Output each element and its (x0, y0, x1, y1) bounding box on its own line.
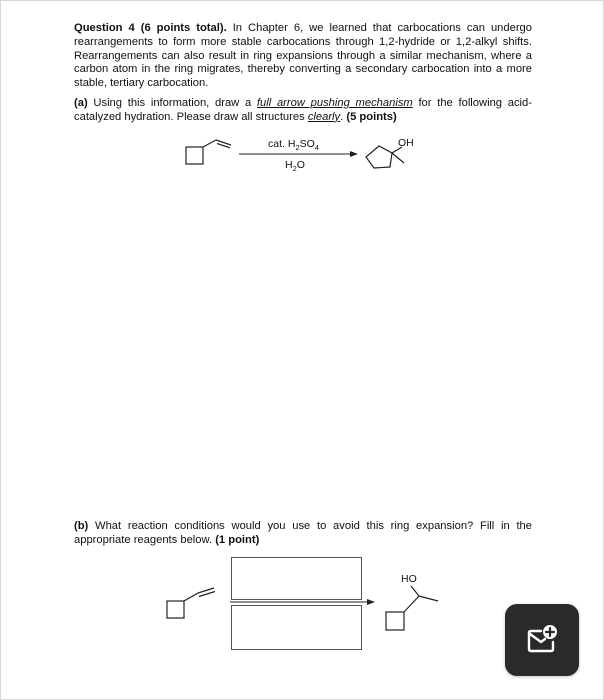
full-arrow-mechanism-emphasis: full arrow pushing mechanism (256, 97, 413, 109)
cyclopentane-ring-a (366, 146, 392, 168)
add-to-envelope-icon (525, 622, 559, 656)
vinyl-bond-b (184, 593, 198, 601)
vinylcyclobutane-reactant-b (167, 588, 215, 618)
part-b-points: (1 point) (215, 533, 260, 546)
methyl-bond-a (392, 153, 404, 163)
reagent-top-text-1: cat. H (268, 138, 296, 150)
reagent-top-sub-2: 4 (314, 143, 319, 153)
clearly-emphasis: clearly (307, 110, 341, 123)
reagent-bottom-sub: 2 (292, 164, 297, 174)
product-ho-label: HO (401, 573, 417, 585)
vinyl-bond-a (203, 140, 216, 147)
ho-bond-b (411, 586, 419, 596)
add-to-inbox-button[interactable] (505, 604, 579, 676)
part-a-text-2: for the following acid-catalyzed hydration. Please draw all structures (74, 97, 532, 123)
product-oh-label: OH (398, 137, 414, 149)
vinylcyclobutane-reactant-a (186, 140, 231, 164)
part-b-label: (b) (74, 520, 89, 532)
methyl-bond-b (419, 596, 438, 601)
reagent-top-text-2: SO (299, 138, 315, 150)
ring-to-carbinol-bond-b (404, 596, 419, 612)
reagent-bottom-text-2: O (296, 159, 305, 171)
part-a-text-1: Using this information, draw a (87, 97, 257, 109)
reaction-arrow-a (239, 151, 358, 157)
part-a-text-3: . (340, 110, 347, 123)
reagent-bottom-text-1: H (285, 159, 293, 171)
cyclobutyl-alcohol-product-b (386, 586, 438, 630)
reaction-arrow-b (230, 599, 375, 605)
question-intro-text: In Chapter 6, we learned that carbocations can undergo rearrangements to form more stable carbocations through 1,2-hydride or 1,2-alkyl shifts. Rearrangements can also result in ring expansions through a similar mechanism, where a carbon atom in the ring migrates, thereby converting a secondary carbocation into a more stable, tertiary carbocation. (74, 22, 533, 90)
methylcyclopentanol-product-a (366, 146, 404, 168)
cyclobutane-ring-b (167, 601, 184, 618)
question-title: Question 4 (6 points total). (74, 22, 227, 34)
part-b-text: What reaction conditions would you use to avoid this ring expansion? Fill in the appropriate reagents below. (74, 520, 532, 546)
part-a-points: (5 points) (346, 110, 397, 123)
reagent-top-sub-1: 2 (295, 143, 300, 153)
oh-bond-a (392, 147, 402, 153)
part-a-label: (a) (74, 97, 88, 109)
cyclobutane-ring-b-product (386, 612, 404, 630)
cyclobutane-ring-a (186, 147, 203, 164)
